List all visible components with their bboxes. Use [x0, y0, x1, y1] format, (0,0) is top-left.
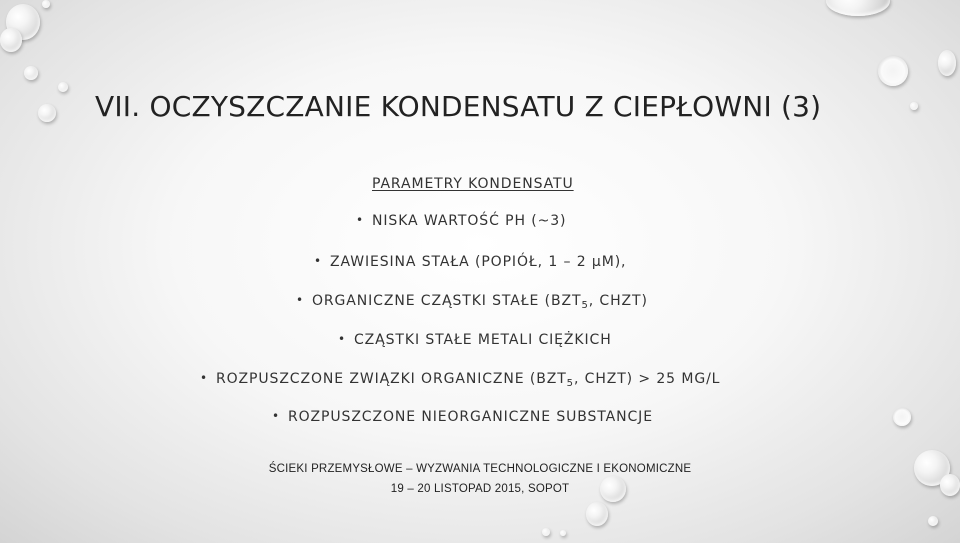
list-item-text: ROZPUSZCZONE NIEORGANICZNE SUBSTANCJE: [288, 409, 653, 425]
section-heading: [372, 174, 574, 194]
water-drop-decoration: [542, 528, 550, 536]
footer-line-2: 19 – 20 LISTOPAD 2015, SOPOT: [390, 483, 570, 495]
list-item-text: NISKA WARTOŚĆ PH (~3): [372, 213, 567, 229]
list-item-text: CZĄSTKI STAŁE METALI CIĘŻKICH: [354, 332, 612, 348]
list-item: [296, 290, 648, 311]
list-item: [338, 329, 612, 350]
water-drop-decoration: [58, 82, 68, 92]
bullet-icon: •: [338, 332, 346, 346]
list-item: [314, 251, 626, 272]
section-heading-text: PARAMETRY KONDENSATU: [372, 176, 574, 192]
list-item: [272, 406, 653, 427]
list-item-text: ROZPUSZCZONE ZWIĄZKI ORGANICZNE (BZT: [216, 371, 567, 387]
list-item: [200, 368, 720, 389]
list-item-text: ORGANICZNE CZĄSTKI STAŁE (BZT: [312, 293, 582, 309]
water-drop-decoration: [42, 0, 50, 8]
water-drop-decoration: [0, 28, 22, 52]
water-drop-decoration: [878, 56, 908, 86]
bullet-icon: •: [296, 293, 304, 307]
slide-title: VII. OCZYSZCZANIE KONDENSATU Z CIEPŁOWNI (3): [95, 90, 822, 123]
water-drop-decoration: [586, 502, 608, 526]
water-drop-decoration: [910, 102, 918, 110]
list-item-text: ZAWIESINA STAŁA (POPIÓŁ, 1 – 2 µM),: [330, 254, 627, 270]
water-drop-decoration: [560, 530, 566, 536]
subscript: 5: [581, 300, 589, 311]
water-drop-decoration: [38, 104, 56, 122]
bullet-icon: •: [314, 254, 322, 268]
bullet-icon: •: [200, 371, 208, 385]
list-item-text: , CHZT): [588, 293, 648, 309]
water-drop-decoration: [24, 66, 38, 80]
list-item: [356, 210, 566, 231]
footer-line-1: ŚCIEKI PRZEMYSŁOWE – WYZWANIA TECHNOLOGICZNE I EKONOMICZNE: [268, 463, 692, 475]
water-drop-decoration: [893, 408, 911, 426]
subscript: 5: [566, 378, 574, 389]
list-item-text: , CHZT) > 25 MG/L: [573, 371, 721, 387]
bullet-icon: •: [272, 409, 280, 423]
bullet-icon: •: [356, 213, 364, 227]
water-drop-decoration: [938, 50, 956, 76]
water-drop-decoration: [928, 516, 938, 526]
water-drop-decoration: [826, 0, 890, 16]
